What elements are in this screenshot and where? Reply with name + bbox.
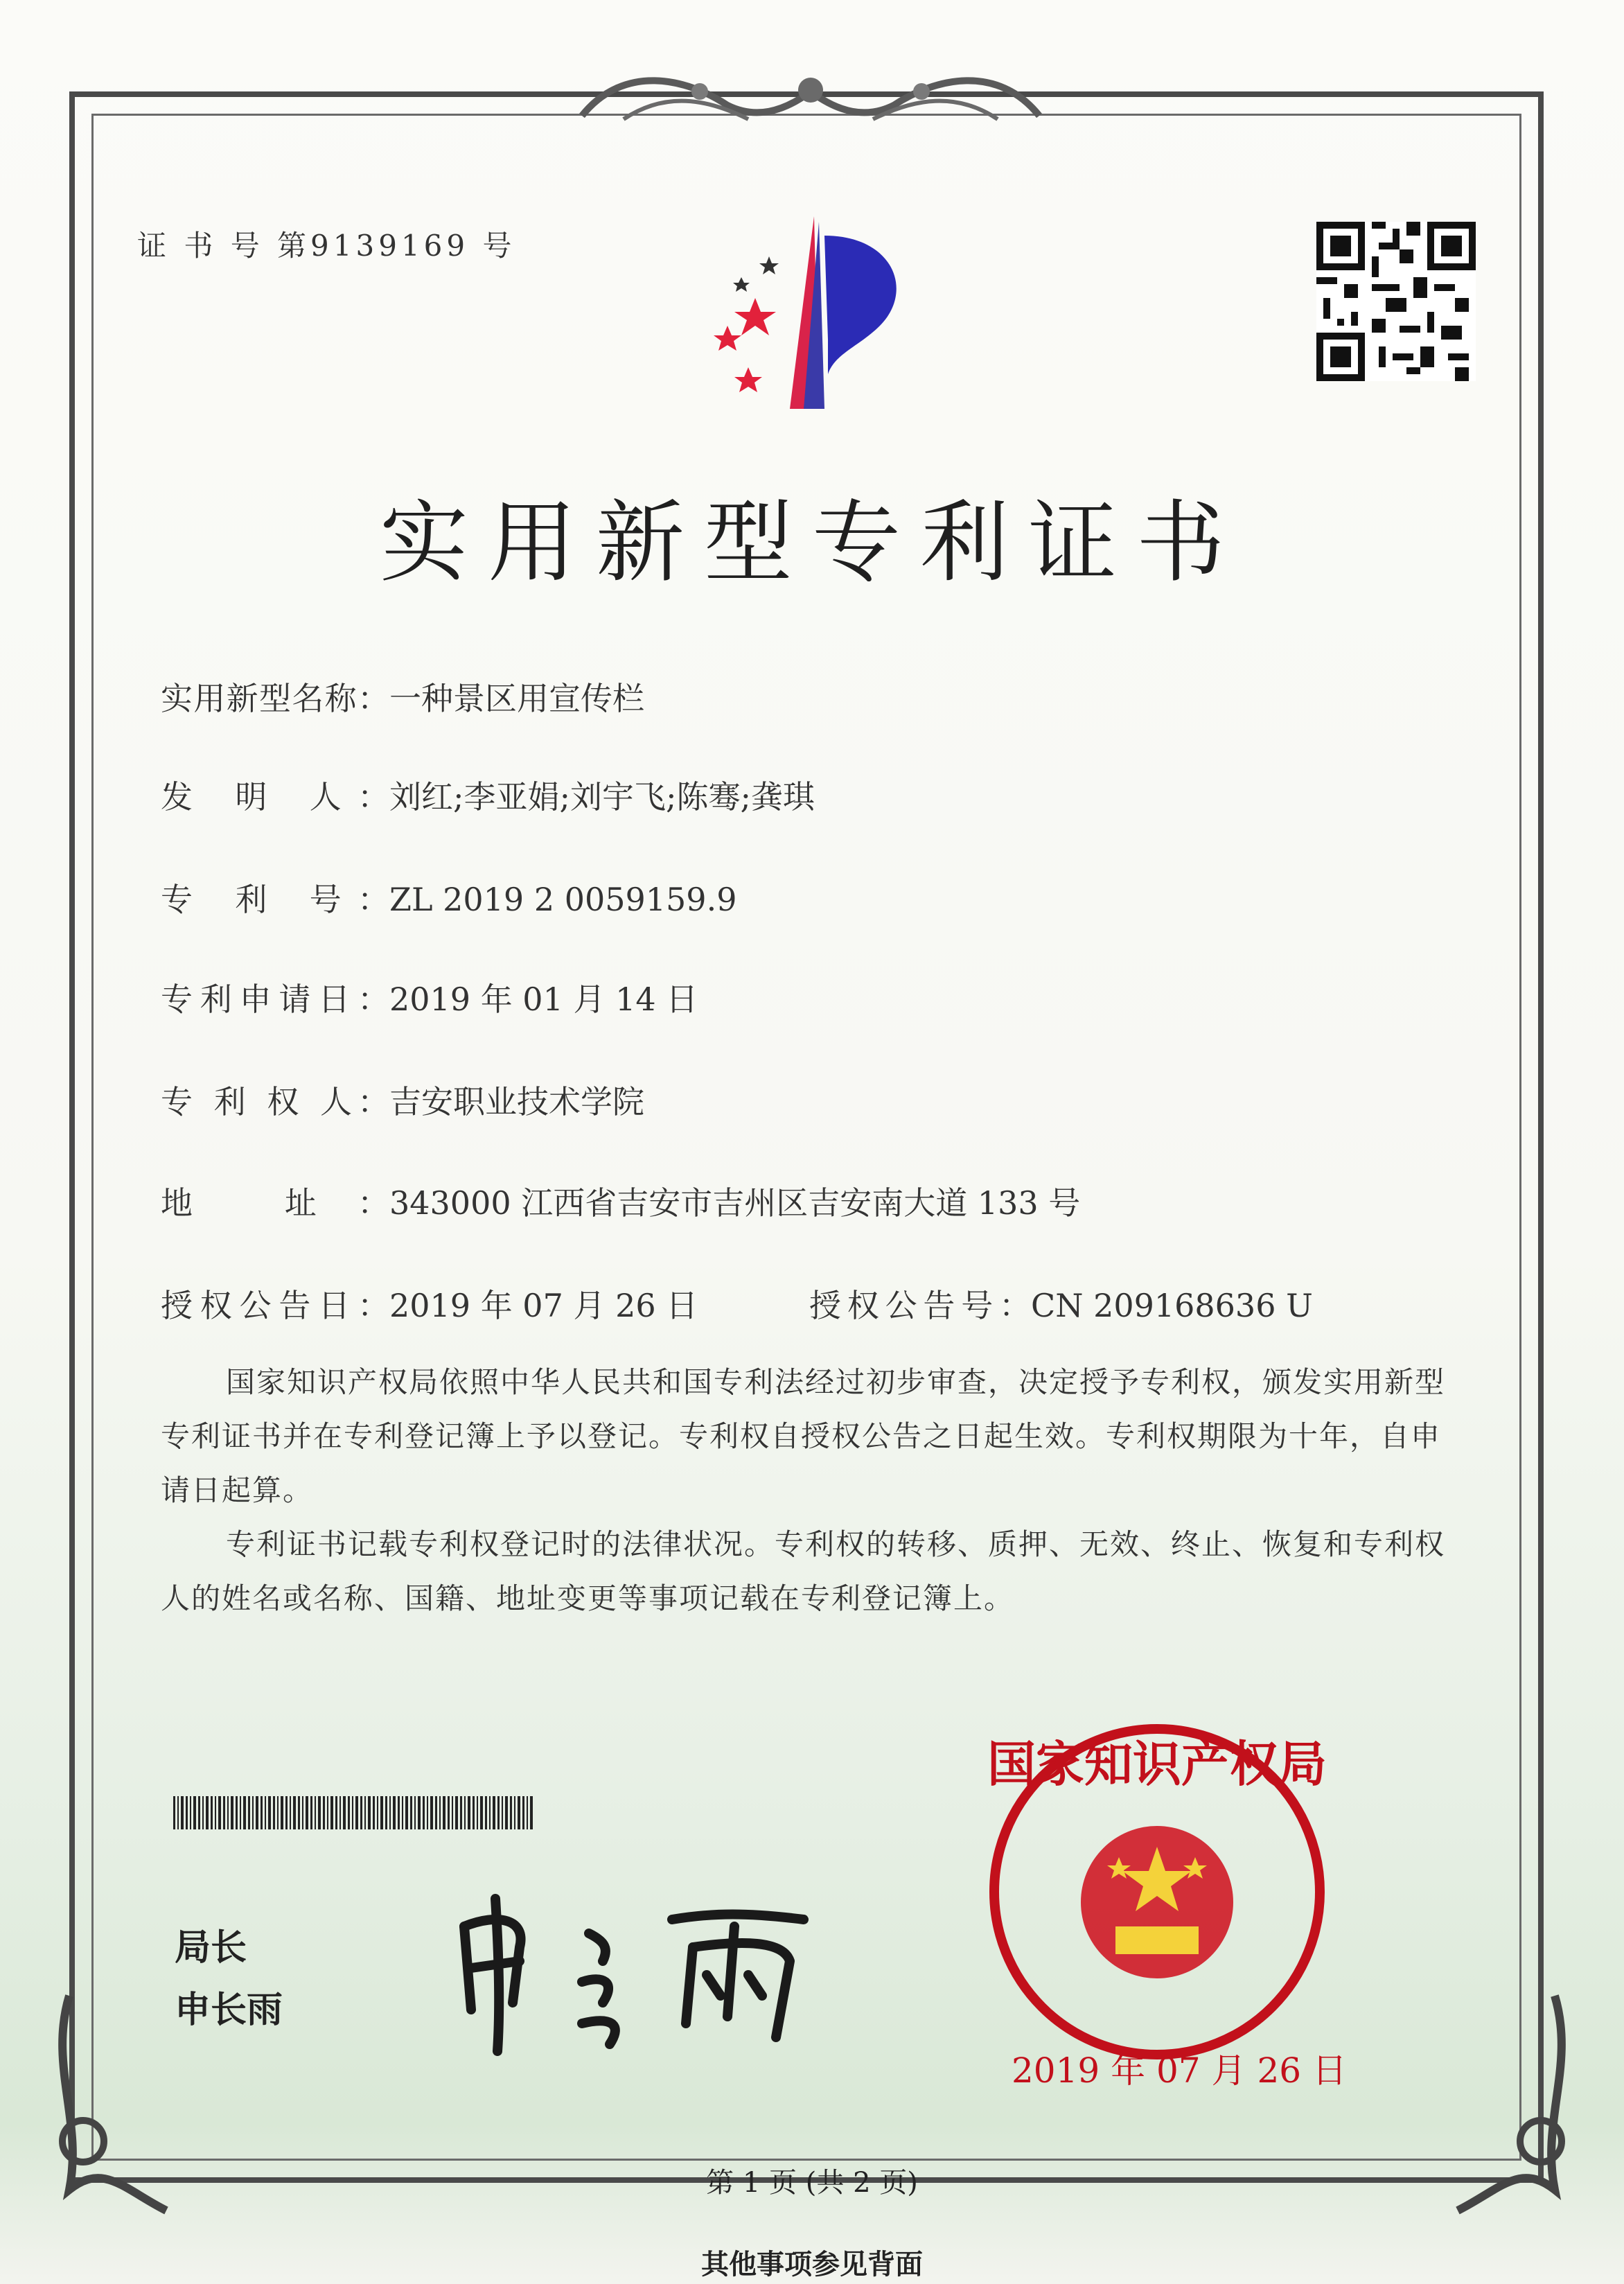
body-paragraph-2: 专利证书记载专利权登记时的法律状况。专利权的转移、质押、无效、终止、恢复和专利权人的姓名或名称、国籍、地址变更等事项记载在专利登记簿上。 [161,1527,1446,1615]
field-grant-no-value: CN 209168636 U [1031,1287,1313,1324]
handwritten-signature [443,1885,831,2065]
certificate-number: 证 书 号 第9139169 号 [137,229,516,263]
director-name: 申长雨 [175,1989,283,2031]
field-name-label: 实用新型名称： [161,680,389,717]
field-apply-date-label: 专利申请日： [161,981,389,1018]
field-grant-date-label: 授权公告日： [161,1287,389,1324]
field-apply-date [161,974,698,1020]
back-note: 其他事项参见背面 [701,2248,923,2281]
field-grant-no-label: 授权公告号： [809,1287,1031,1324]
stamp-date: 2019 年 07 月 26 日 [1012,2050,1347,2091]
field-owner-value: 吉安职业技术学院 [389,1083,644,1121]
certificate-title: 实用新型专利证书 [379,491,1244,595]
field-name [161,674,644,719]
official-seal [984,1719,1330,2065]
barcode [173,1796,533,1829]
field-patent-no [161,875,736,920]
field-address-label: 地 址： [161,1184,389,1222]
seal-text: 国家知识产权局 [987,1736,1327,1793]
qr-code [1316,222,1476,381]
field-inventor [161,772,815,818]
page-info: 第 1 页 (共 2 页) [706,2167,918,2199]
field-patent-no-label: 专 利 号： [161,881,389,918]
field-owner-label: 专 利 权 人： [161,1083,389,1121]
top-ornament [568,50,1053,140]
field-apply-date-value: 2019 年 01 月 14 日 [389,981,698,1018]
field-inventor-value: 刘红;李亚娟;刘宇飞;陈骞;龚琪 [389,778,815,816]
field-name-value: 一种景区用宣传栏 [389,680,644,717]
field-inventor-label: 发 明 人： [161,778,389,816]
field-grant-date-value: 2019 年 07 月 26 日 [389,1287,698,1324]
field-address [161,1178,1080,1224]
field-owner [161,1077,644,1123]
field-patent-no-value: ZL 2019 2 0059159.9 [389,881,737,918]
cnipa-logo [686,208,949,416]
field-grant-no [809,1281,1313,1326]
body-paragraph-1: 国家知识产权局依照中华人民共和国专利法经过初步审查，决定授予专利权，颁发实用新型专利证书并在专利登记簿上予以登记。专利权自授权公告之日起生效。专利权期限为十年，自申请日起算。 [161,1365,1446,1507]
director-title: 局长 [175,1927,247,1969]
field-address-value: 343000 江西省吉安市吉州区吉安南大道 133 号 [389,1184,1081,1222]
field-grant-date [161,1281,698,1326]
